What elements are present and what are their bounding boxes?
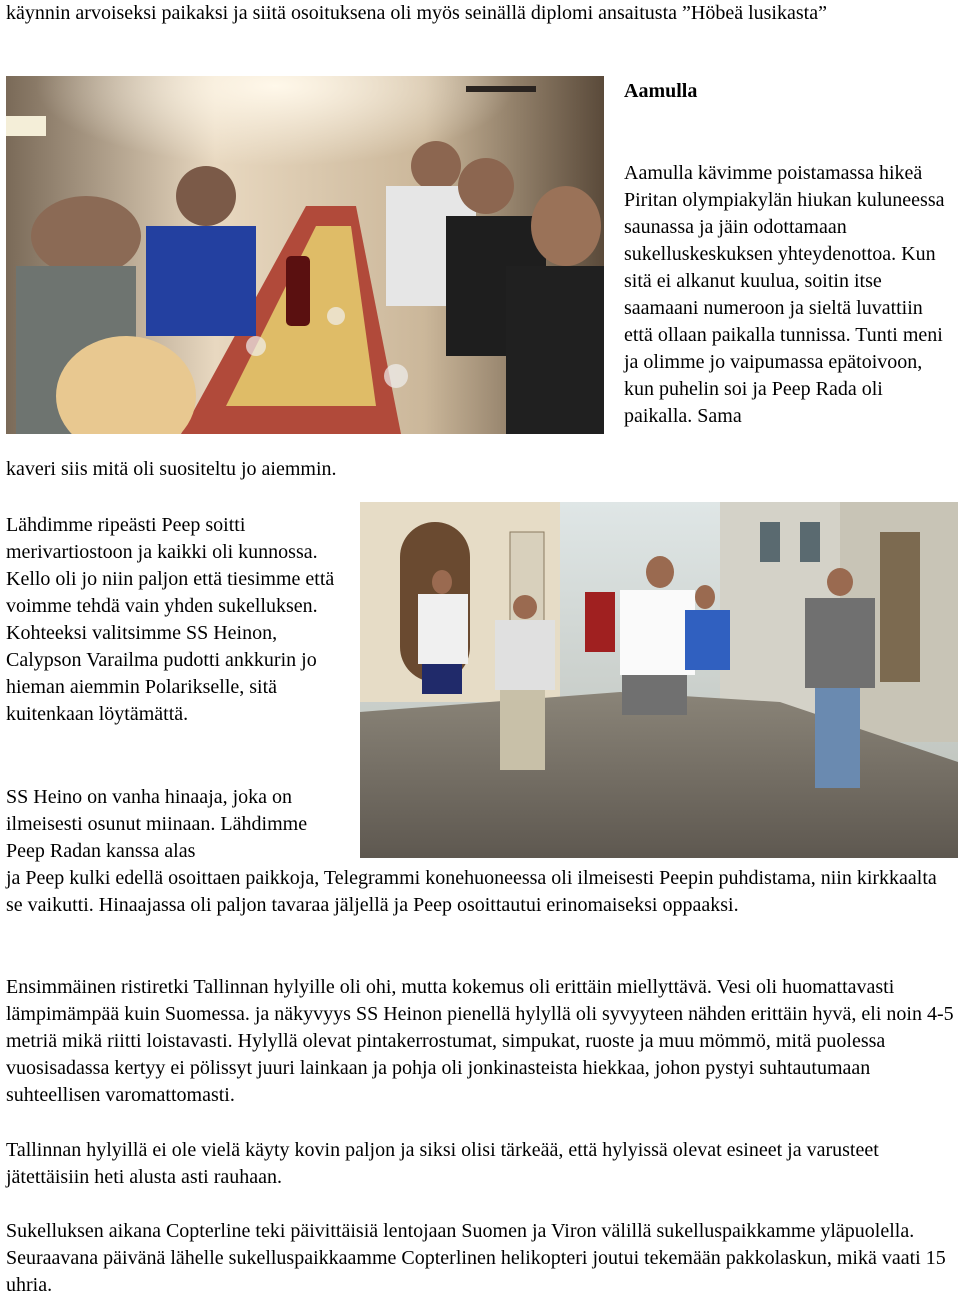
sukelluksen-paragraph: Sukelluksen aikana Copterline teki päivittäisiä lentojaan Suomen ja Viron välillä sukelluspaikkamme yläpuolella. Seuraavana päivänä lähelle sukelluspaikkaamme Copterlinen helikopteri joutui tekemään pakkolaskun, mikä vaati 15 uhria. xyxy=(6,1220,946,1296)
heino-continued-paragraph: ja Peep kulki edellä osoittaen paikkoja, Telegrammi konehuoneessa oli ilmeisesti Peepin puhdistama, niin kirkkaalta se vaikutti. Hinaajassa oli paljon tavaraa jäljellä ja Peep osoittautui erinomaiseksi oppaaksi. xyxy=(6,867,937,916)
street-photo xyxy=(360,502,958,858)
intro-paragraph: käynnin arvoiseksi paikaksi ja siitä osoituksena oli myös seinällä diplomi ansaitusta ”Höbeä lusikasta” xyxy=(6,2,827,24)
restaurant-photo xyxy=(6,76,604,434)
ensimmainen-paragraph: Ensimmäinen ristiretki Tallinnan hylyille oli ohi, mutta kokemus oli erittäin miellyttävä. Vesi oli huomattavasti lämpimämpää kuin Suomessa. ja näkyvyys SS Heinon pienellä hylyllä oli syvyyteen nähden erittäin hyvä, eli noin 4-5 metriä mikä riitti loistavasti. Hylyllä olevat pintakerrostumat, simpukat, ruoste ja muu mömmö, mitä puolessa vuosisadassa kertyy ei pölissyt juuri lainkaan ja pohja oli jonkinasteista hiekkaa, johon pystyi suhtautumaan suhteellisen varomattomasti. xyxy=(6,976,954,1106)
tallinnan-paragraph: Tallinnan hylyillä ei ole vielä käyty kovin paljon ja siksi olisi tärkeää, että hylyissä olevat esineet ja varusteet jätettäisiin heti alusta asti rauhaan. xyxy=(6,1139,879,1188)
heino-paragraph: SS Heino on vanha hinaaja, joka on ilmeisesti osunut miinaan. Lähdimme Peep Radan kanssa alas xyxy=(6,786,308,862)
lahdimme-paragraph: Lähdimme ripeästi Peep soitti merivartiostoon ja kaikki oli kunnossa. Kello oli jo niin paljon että tiesimme että voimme tehdä vain yhden sukelluksen. Kohteeksi valitsimme SS Heinon, Calypson Varailma pudotti ankkurin jo hieman aiemmin Polarikselle, sitä kuitenkaan löytämättä. xyxy=(6,514,335,725)
morning-paragraph: Aamulla kävimme poistamassa hikeä Piritan olympiakylän hiukan kuluneessa saunassa ja jäin odottamaan sukelluskeskuksen yhteydenottoa. Kun sitä ei alkanut kuulua, soitin itse saamaani numeroon ja sieltä luvattiin että ollaan paikalla tunnissa. Tunti meni ja olimme jo vaipumassa epätoivoon, kun puhelin soi ja Peep Rada oli paikalla. Sama xyxy=(624,162,945,427)
section-heading-aamulla: Aamulla xyxy=(624,80,698,102)
kaveri-paragraph: kaveri siis mitä oli suositeltu jo aiemmin. xyxy=(6,458,337,480)
